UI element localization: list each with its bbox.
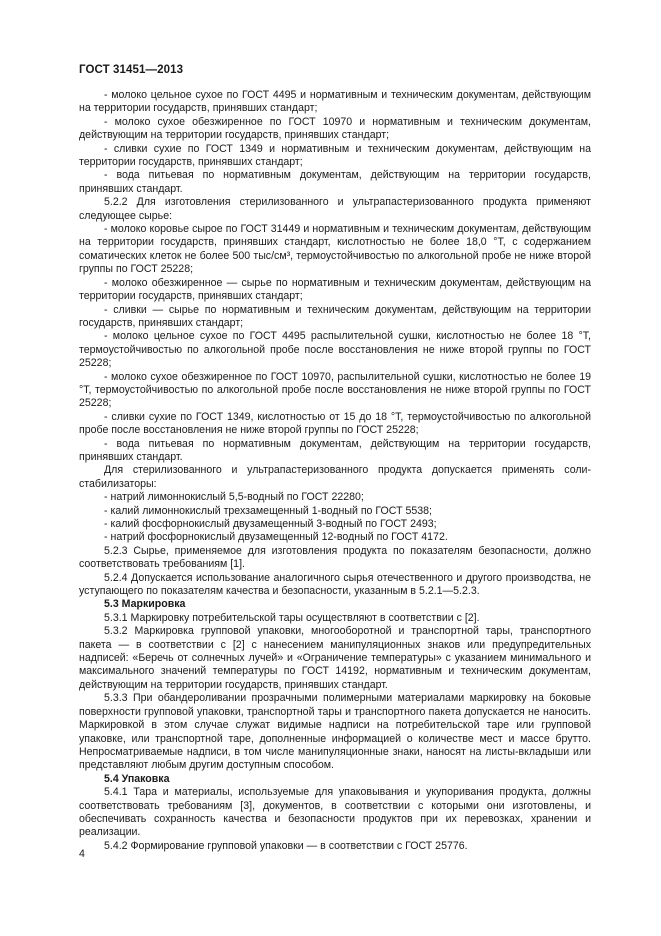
list-item: - калий лимоннокислый трехзамещенный 1-водный по ГОСТ 5538; — [104, 504, 433, 517]
clause-5-4-1: 5.4.1 Тара и материалы, используемые для упаковывания и укупоривания продукта, должны соответствовать требованиям [3], документов, в соответствии с которыми они изготовлены, и обеспечивать сохранность качества и безопасности продуктов при их перевозках, хранении и реализации. — [79, 786, 591, 839]
list-item: - молоко цельное сухое по ГОСТ 4495 распылительной сушки, кислотностью не более 18 °Т, термоустойчивостью по алкогольной пробе после восстановления не ниже второй группы по ГОСТ 25228; — [79, 330, 591, 370]
page-number: 4 — [79, 848, 85, 860]
list-item: - сливки сухие по ГОСТ 1349 и нормативным и техническим документам, действующим на территории государств, принявших стандарт; — [79, 142, 591, 169]
clause-5-3-2: 5.3.2 Маркировка групповой упаковки, многооборотной и транспортной тары, транспортного пакета — в соответствии с [2] с нанесением манипуляционных знаков или предупредительных надписей: «Беречь от солнечных лучей» и «Ограничение температуры» с указанием минимального и максимального значений температуры по ГОСТ 14192, нормативным и техническим документам, действующим на территории государств, принявших стандарт. — [79, 625, 591, 691]
section-heading-marking: 5.3 Маркировка — [104, 598, 186, 611]
list-item: - натрий фосфорнокислый двузамещенный 12-водный по ГОСТ 4172. — [104, 531, 448, 544]
list-item: - молоко сухое обезжиренное по ГОСТ 10970, распылительной сушки, кислотностью не более 19 °Т, термоустойчивостью по алкогольной пробе после восстановления не ниже второй группы по ГОСТ 25228; — [79, 370, 591, 410]
document-body — [79, 89, 591, 853]
clause-5-2-2: 5.2.2 Для изготовления стерилизованного и ультрапастеризованного продукта применяют следующее сырье: — [79, 196, 591, 222]
list-item: - молоко коровье сырое по ГОСТ 31449 и нормативным и техническим документам, действующим на территории государств, принявших стандарт, кислотностью не более 18,0 °Т, с содержанием соматических клеток не более 500 тыс/см³, термоустойчивостью по алкогольной пробе не ниже второй группы по ГОСТ 25228; — [79, 223, 591, 276]
list-item: - сливки сухие по ГОСТ 1349, кислотностью от 15 до 18 °Т, термоустойчивостью по алкогольной пробе после восстановления не ниже второй группы по ГОСТ 25228; — [79, 410, 591, 437]
list-item: - молоко обезжиренное — сырье по нормативным и техническим документам, действующим на территории государств, принявших стандарт; — [79, 276, 591, 303]
list-item: - молоко цельное сухое по ГОСТ 4495 и нормативным и техническим документам, действующим на территории государств, принявших стандарт; — [79, 89, 591, 115]
section-heading-packaging: 5.4 Упаковка — [104, 772, 170, 785]
stabilizers-intro: Для стерилизованного и ультрапастеризованного продукта допускается применять соли-стабилизаторы: — [79, 464, 591, 490]
clause-5-3-1: 5.3.1 Маркировку потребительской тары осуществляют в соответствии с [2]. — [104, 611, 480, 624]
list-item: - калий фосфорнокислый двузамещенный 3-водный по ГОСТ 2493; — [104, 518, 437, 530]
clause-5-4-2: 5.4.2 Формирование групповой упаковки — в соответствии с ГОСТ 25776. — [104, 839, 468, 852]
document-code-header: ГОСТ 31451—2013 — [79, 64, 184, 76]
clause-5-3-3: 5.3.3 При обандероливании прозрачными полимерными материалами маркировку на боковые поверхности групповой упаковки, транспортной тары и транспортного пакета допускается не наносить. Маркировкой в этом случае служат видимые надписи на потребительской таре или групповой упаковке, или транспортной таре, дополненные информацией о количестве мест и массе брутто. Непросматриваемые надписи, в том числе манипуляционные знаки, наносят на листы-вкладыши или представляют любым другим доступным способом. — [79, 692, 591, 772]
list-item: - вода питьевая по нормативным документам, действующим на территории государств, принявших стандарт. — [79, 169, 591, 195]
list-item: - натрий лимоннокислый 5,5-водный по ГОСТ 22280; — [104, 491, 364, 504]
clause-5-2-3: 5.2.3 Сырье, применяемое для изготовления продукта по показателям безопасности, должно соответствовать требованиям [1]. — [79, 544, 591, 571]
clause-5-2-4: 5.2.4 Допускается использование аналогичного сырья отечественного и другого производства, не уступающего по показателям качества и безопасности, указанным в 5.2.1—5.2.3. — [79, 571, 591, 598]
list-item: - молоко сухое обезжиренное по ГОСТ 10970 и нормативным и техническим документам, действующим на территории государств, принявших стандарт; — [79, 115, 591, 142]
list-item: - вода питьевая по нормативным документам, действующим на территории государств, принявших стандарт. — [79, 437, 591, 463]
list-item: - сливки — сырье по нормативным и техническим документам, действующим на территории государств, принявших стандарт; — [79, 303, 591, 329]
